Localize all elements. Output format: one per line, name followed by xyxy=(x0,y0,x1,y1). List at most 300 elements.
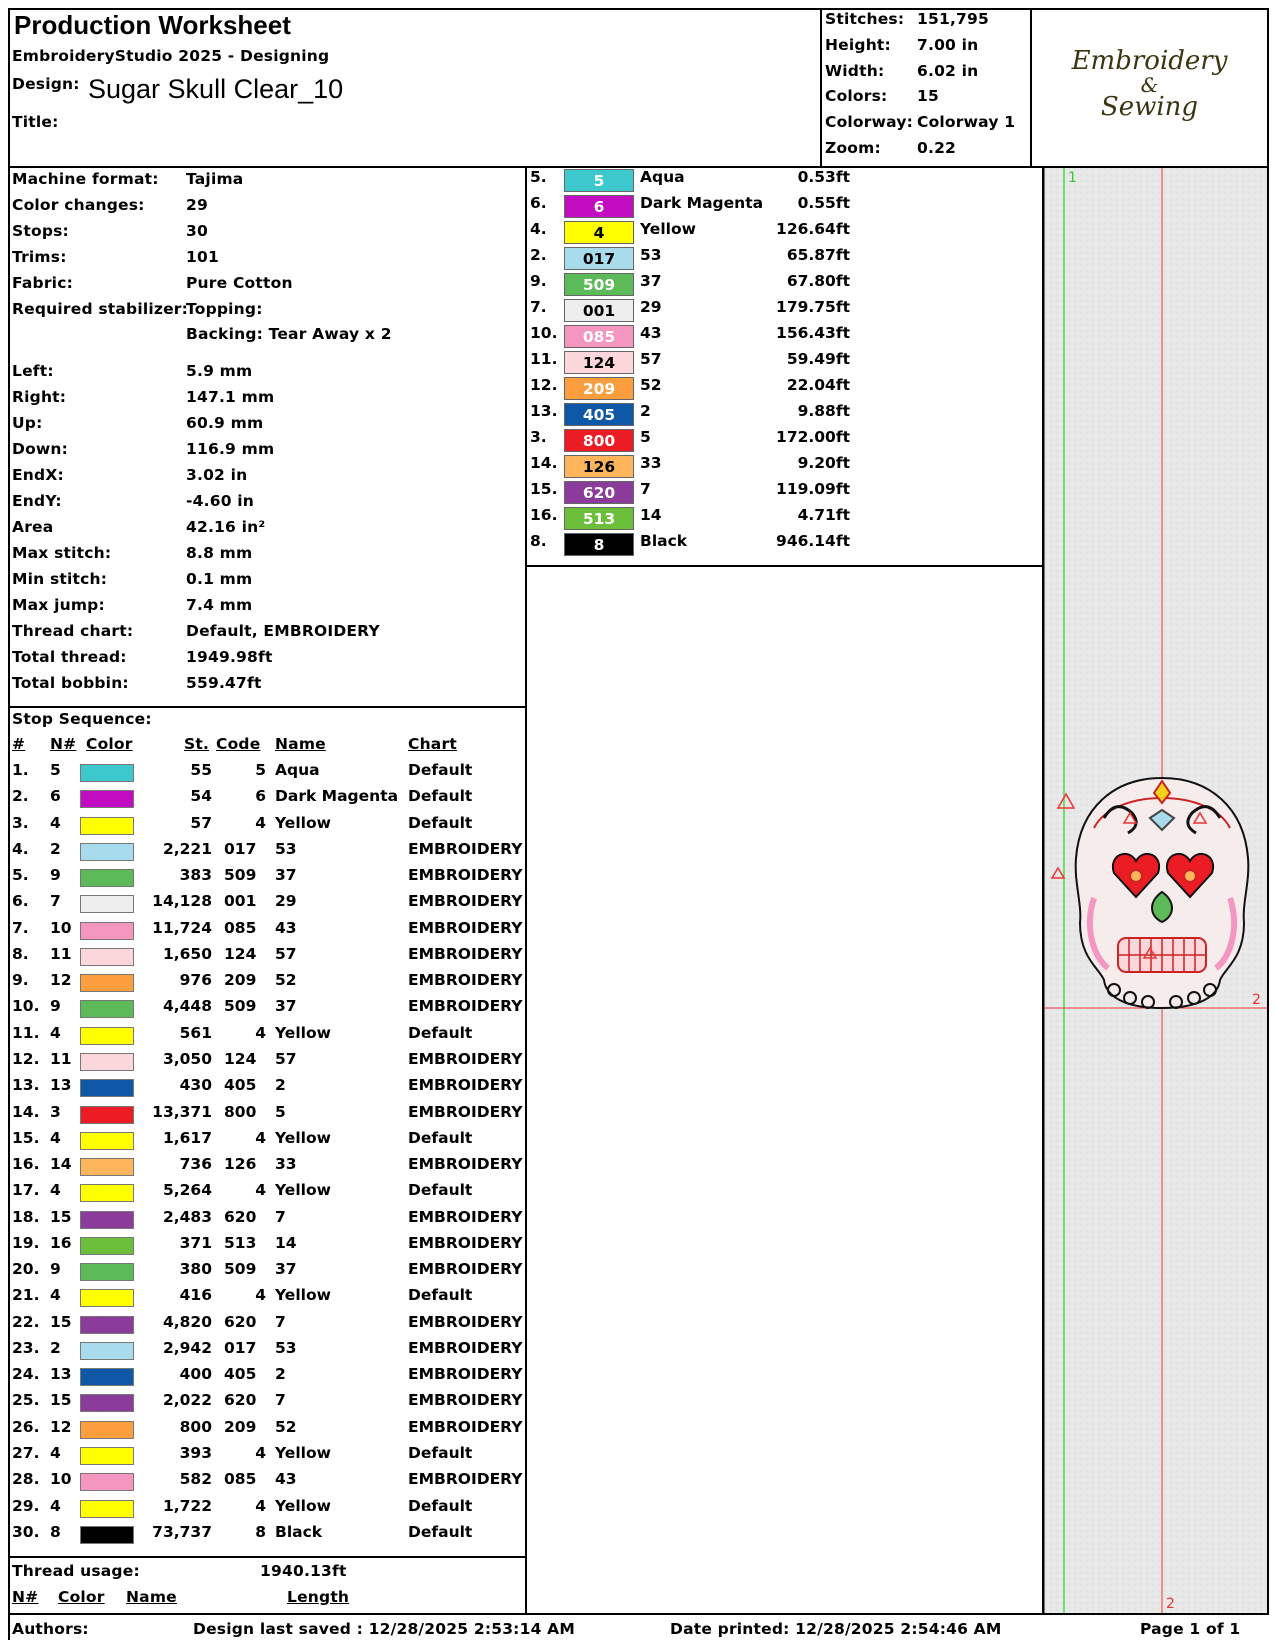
color-length: 65.87ft xyxy=(786,246,850,264)
stop-stitches: 430 xyxy=(179,1076,212,1095)
stop-num: 8. xyxy=(12,944,29,963)
stop-stitches: 800 xyxy=(179,1417,212,1436)
stop-nnum: 4 xyxy=(50,1496,61,1515)
stop-nnum: 16 xyxy=(50,1233,72,1252)
stop-num: 19. xyxy=(12,1233,40,1252)
stop-code: 405 xyxy=(224,1076,257,1095)
color-name: Black xyxy=(640,532,688,550)
stop-stitches: 11,724 xyxy=(152,918,212,937)
color-code-swatch: 126 xyxy=(564,455,634,478)
color-name: 2 xyxy=(640,402,651,420)
color-code-swatch: 620 xyxy=(564,481,634,504)
stop-code: 085 xyxy=(224,918,257,937)
stop-nnum: 7 xyxy=(50,892,61,911)
stop-nnum: 12 xyxy=(50,971,72,990)
marker-2: 2 xyxy=(1166,1596,1175,1612)
stop-name: Dark Magenta xyxy=(275,787,399,806)
stop-row xyxy=(12,840,522,867)
color-row-number: 6. xyxy=(530,194,547,212)
stop-code: 124 xyxy=(224,1049,257,1068)
tu-col-nnum: N# xyxy=(12,1588,39,1606)
stop-nnum: 10 xyxy=(50,918,72,937)
color-length: 179.75ft xyxy=(776,298,850,316)
stop-num: 2. xyxy=(12,787,29,806)
info-label: Color changes: xyxy=(12,196,145,214)
color-length: 172.00ft xyxy=(776,428,850,446)
stop-row xyxy=(12,814,522,841)
dimension-label: Total bobbin: xyxy=(12,674,129,692)
stop-nnum: 9 xyxy=(50,997,61,1016)
color-row xyxy=(530,272,1040,299)
color-code-swatch: 8 xyxy=(564,533,634,556)
stop-nnum: 15 xyxy=(50,1207,72,1226)
stop-num: 23. xyxy=(12,1338,40,1357)
stop-code: 4 xyxy=(255,1496,266,1515)
stop-name: 37 xyxy=(275,1260,297,1279)
stop-name: Yellow xyxy=(275,1286,331,1305)
color-length: 126.64ft xyxy=(776,220,850,238)
stop-row xyxy=(12,1444,522,1471)
stop-num: 24. xyxy=(12,1365,40,1384)
stop-num: 30. xyxy=(12,1522,40,1541)
color-length: 59.49ft xyxy=(786,350,850,368)
stop-name: 57 xyxy=(275,1049,297,1068)
dimension-value: 8.8 mm xyxy=(186,544,253,562)
color-row-number: 9. xyxy=(530,272,547,290)
stop-code: 509 xyxy=(224,1260,257,1279)
summary-block xyxy=(825,10,1030,166)
stop-row xyxy=(12,1208,522,1235)
color-row xyxy=(530,428,1040,455)
info-value: Backing: Tear Away x 2 xyxy=(186,325,392,343)
info-label: Machine format: xyxy=(12,170,159,188)
stop-stitches: 736 xyxy=(179,1155,212,1174)
stop-row xyxy=(12,1365,522,1392)
stop-nnum: 4 xyxy=(50,1023,61,1042)
info-value: 29 xyxy=(186,196,208,214)
stop-stitches: 4,820 xyxy=(162,1312,212,1331)
stop-num: 22. xyxy=(12,1312,40,1331)
color-length: 22.04ft xyxy=(786,376,850,394)
stop-chart: EMBROIDERY xyxy=(408,892,523,911)
stop-name: Black xyxy=(275,1522,323,1541)
stop-nnum: 6 xyxy=(50,787,61,806)
color-code-swatch: 513 xyxy=(564,507,634,530)
color-length: 119.09ft xyxy=(776,480,850,498)
dimension-value: 147.1 mm xyxy=(186,388,275,406)
color-name: 57 xyxy=(640,350,662,368)
stop-chart: EMBROIDERY xyxy=(408,997,523,1016)
stop-name: 2 xyxy=(275,1365,286,1384)
color-row-number: 8. xyxy=(530,532,547,550)
color-length: 946.14ft xyxy=(776,532,850,550)
stop-name: 37 xyxy=(275,997,297,1016)
stop-stitches: 1,617 xyxy=(162,1128,212,1147)
stop-code: 001 xyxy=(224,892,257,911)
color-row xyxy=(530,532,1040,559)
stop-stitches: 582 xyxy=(179,1470,212,1489)
info-label: Required stabilizer: xyxy=(12,300,189,318)
stop-row xyxy=(12,1497,522,1524)
stop-code: 4 xyxy=(255,1023,266,1042)
dimension-label: Max stitch: xyxy=(12,544,112,562)
stop-stitches: 73,737 xyxy=(152,1522,212,1541)
stop-nnum: 4 xyxy=(50,1444,61,1463)
info-value: Topping: xyxy=(186,300,263,318)
stop-chart: EMBROIDERY xyxy=(408,1417,523,1436)
summary-value: 15 xyxy=(917,87,939,106)
stop-num: 27. xyxy=(12,1444,40,1463)
page-title xyxy=(14,10,291,41)
stop-chart: Default xyxy=(408,1181,473,1200)
stop-num: 18. xyxy=(12,1207,40,1226)
design-name: Sugar Skull Clear_10 xyxy=(88,74,344,104)
color-name: 29 xyxy=(640,298,662,316)
stop-row xyxy=(12,919,522,946)
stop-nnum: 10 xyxy=(50,1470,72,1489)
stop-num: 5. xyxy=(12,866,29,885)
divider-thread-usage xyxy=(8,1556,526,1558)
stop-stitches: 2,221 xyxy=(162,839,212,858)
dimension-value: 60.9 mm xyxy=(186,414,264,432)
stop-stitches: 54 xyxy=(190,787,212,806)
color-code-swatch: 405 xyxy=(564,403,634,426)
stop-stitches: 380 xyxy=(179,1260,212,1279)
stop-num: 15. xyxy=(12,1128,40,1147)
stop-row xyxy=(12,1181,522,1208)
col-color: Color xyxy=(86,735,133,753)
dimension-label: Right: xyxy=(12,388,67,406)
col-chart: Chart xyxy=(408,735,457,753)
stop-name: 7 xyxy=(275,1312,286,1331)
stop-nnum: 2 xyxy=(50,839,61,858)
stop-code: 800 xyxy=(224,1102,257,1121)
color-row-number: 14. xyxy=(530,454,558,472)
stop-chart: Default xyxy=(408,1128,473,1147)
stop-chart: EMBROIDERY xyxy=(408,1102,523,1121)
info-label: Stops: xyxy=(12,222,69,240)
stop-nnum: 2 xyxy=(50,1338,61,1357)
stop-row xyxy=(12,1129,522,1156)
color-length: 9.20ft xyxy=(797,454,850,472)
divider-stop-seq xyxy=(8,706,526,708)
stop-name: 57 xyxy=(275,944,297,963)
stop-name: Yellow xyxy=(275,813,331,832)
color-code-swatch: 001 xyxy=(564,299,634,322)
dimension-label: Down: xyxy=(12,440,69,458)
stop-code: 085 xyxy=(224,1470,257,1489)
stop-stitches: 5,264 xyxy=(162,1181,212,1200)
page-title-text: Production Worksheet xyxy=(14,10,291,40)
stop-stitches: 2,942 xyxy=(162,1338,212,1357)
color-name: 5 xyxy=(640,428,651,446)
color-name: 37 xyxy=(640,272,662,290)
stop-num: 10. xyxy=(12,997,40,1016)
divider-colors-table xyxy=(525,565,1043,567)
stop-stitches: 1,722 xyxy=(162,1496,212,1515)
dimension-value: 116.9 mm xyxy=(186,440,275,458)
stop-row xyxy=(12,761,522,788)
color-row-number: 11. xyxy=(530,350,558,368)
frame-right xyxy=(1267,8,1269,1613)
stop-nnum: 4 xyxy=(50,1181,61,1200)
stop-code: 126 xyxy=(224,1155,257,1174)
stop-name: Aqua xyxy=(275,761,320,779)
dimension-label: Left: xyxy=(12,362,54,380)
stop-row xyxy=(12,1286,522,1313)
summary-label: Width: xyxy=(825,61,885,80)
stop-name: Yellow xyxy=(275,1181,331,1200)
stop-nnum: 11 xyxy=(50,1049,72,1068)
summary-label: Colors: xyxy=(825,87,888,106)
dimension-value: -4.60 in xyxy=(186,492,255,510)
stop-stitches: 561 xyxy=(179,1023,212,1042)
software-name: EmbroideryStudio 2025 - Designing xyxy=(12,47,330,65)
stop-row xyxy=(12,892,522,919)
color-row xyxy=(530,376,1040,403)
stop-row xyxy=(12,1260,522,1287)
tu-col-name: Name xyxy=(126,1588,177,1606)
dimension-value: 3.02 in xyxy=(186,466,248,484)
divider-summary xyxy=(820,8,822,166)
stop-num: 9. xyxy=(12,971,29,990)
summary-label: Colorway: xyxy=(825,113,914,132)
color-code-swatch: 800 xyxy=(564,429,634,452)
stop-name: 2 xyxy=(275,1076,286,1095)
color-row-number: 4. xyxy=(530,220,547,238)
color-code-swatch: 6 xyxy=(564,195,634,218)
stop-chart: Default xyxy=(408,1444,473,1463)
stop-stitches: 4,448 xyxy=(162,997,212,1016)
stop-num: 4. xyxy=(12,839,29,858)
color-length: 0.53ft xyxy=(797,168,850,186)
stop-code: 620 xyxy=(224,1207,257,1226)
stop-chart: EMBROIDERY xyxy=(408,1470,523,1489)
stop-num: 26. xyxy=(12,1417,40,1436)
stop-chart: EMBROIDERY xyxy=(408,971,523,990)
stop-name: 33 xyxy=(275,1155,297,1174)
stop-chart: EMBROIDERY xyxy=(408,1049,523,1068)
summary-label: Zoom: xyxy=(825,139,881,157)
summary-label: Stitches: xyxy=(825,10,905,28)
stop-nnum: 4 xyxy=(50,1286,61,1305)
stop-chart: EMBROIDERY xyxy=(408,1391,523,1410)
stop-name: Yellow xyxy=(275,1023,331,1042)
stop-code: 4 xyxy=(255,1181,266,1200)
info-value: Pure Cotton xyxy=(186,274,293,292)
stop-nnum: 13 xyxy=(50,1076,72,1095)
stop-row xyxy=(12,787,522,814)
stop-row xyxy=(12,1050,522,1077)
stop-row xyxy=(12,1234,522,1261)
color-name: Dark Magenta xyxy=(640,194,764,212)
stop-code: 4 xyxy=(255,1286,266,1305)
col-name: Name xyxy=(275,735,326,753)
stop-chart: EMBROIDERY xyxy=(408,1207,523,1226)
frame-left xyxy=(8,8,10,1640)
stop-stitches: 55 xyxy=(190,761,212,779)
info-value: 101 xyxy=(186,248,219,266)
summary-label: Height: xyxy=(825,35,891,54)
logo-line3: Sewing xyxy=(1100,92,1199,122)
design-last-saved: Design last saved : 12/28/2025 2:53:14 AM xyxy=(193,1620,575,1638)
stop-stitches: 371 xyxy=(179,1233,212,1252)
color-row-number: 3. xyxy=(530,428,547,446)
dimension-label: Min stitch: xyxy=(12,570,108,588)
col-code: Code xyxy=(216,735,261,753)
stop-chart: EMBROIDERY xyxy=(408,918,523,937)
divider-left-col xyxy=(525,166,527,1613)
stop-name: 29 xyxy=(275,892,297,911)
stop-row xyxy=(12,997,522,1024)
logo-line2: & xyxy=(1140,73,1159,97)
stop-num: 20. xyxy=(12,1260,40,1279)
stop-code: 620 xyxy=(224,1312,257,1331)
color-row xyxy=(530,480,1040,507)
authors-label: Authors: xyxy=(12,1620,89,1638)
summary-value: Colorway 1 xyxy=(917,113,1016,132)
stop-row xyxy=(12,1470,522,1497)
stop-name: 43 xyxy=(275,1470,297,1489)
stop-chart: EMBROIDERY xyxy=(408,1076,523,1095)
stop-nnum: 5 xyxy=(50,761,61,779)
color-name: 14 xyxy=(640,506,662,524)
stop-chart: EMBROIDERY xyxy=(408,1312,523,1331)
color-row-number: 13. xyxy=(530,402,558,420)
stop-nnum: 4 xyxy=(50,1128,61,1147)
stop-chart: EMBROIDERY xyxy=(408,944,523,963)
stop-sequence-header xyxy=(12,735,522,761)
stop-stitches: 13,371 xyxy=(152,1102,212,1121)
stop-num: 21. xyxy=(12,1286,40,1305)
stop-name: 43 xyxy=(275,918,297,937)
color-code-swatch: 017 xyxy=(564,247,634,270)
stop-row xyxy=(12,1103,522,1130)
stop-chart: Default xyxy=(408,1023,473,1042)
color-row xyxy=(530,298,1040,325)
color-row xyxy=(530,506,1040,533)
color-row xyxy=(530,324,1040,351)
color-row xyxy=(530,402,1040,429)
stop-name: Yellow xyxy=(275,1444,331,1463)
color-name: 53 xyxy=(640,246,662,264)
stop-stitches: 14,128 xyxy=(152,892,212,911)
color-name: 33 xyxy=(640,454,662,472)
stop-row xyxy=(12,1313,522,1340)
stop-nnum: 12 xyxy=(50,1417,72,1436)
stop-sequence-title: Stop Sequence: xyxy=(12,710,152,728)
design-preview xyxy=(1044,168,1267,1613)
stop-stitches: 383 xyxy=(179,866,212,885)
stop-chart: Default xyxy=(408,1522,473,1541)
page-number: Page 1 of 1 xyxy=(1140,1620,1241,1638)
stop-code: 620 xyxy=(224,1391,257,1410)
stop-stitches: 400 xyxy=(179,1365,212,1384)
stop-num: 25. xyxy=(12,1391,40,1410)
stop-stitches: 2,483 xyxy=(162,1207,212,1226)
stop-num: 7. xyxy=(12,918,29,937)
stop-stitches: 3,050 xyxy=(162,1049,212,1068)
stop-row xyxy=(12,1024,522,1051)
stop-code: 513 xyxy=(224,1233,257,1252)
stop-num: 3. xyxy=(12,813,29,832)
color-row xyxy=(530,454,1040,481)
color-row-number: 16. xyxy=(530,506,558,524)
color-length: 4.71ft xyxy=(797,506,850,524)
stop-num: 16. xyxy=(12,1155,40,1174)
summary-value: 7.00 in xyxy=(917,35,979,54)
stop-name: 53 xyxy=(275,839,297,858)
dimension-value: 42.16 in² xyxy=(186,518,266,536)
color-code-swatch: 124 xyxy=(564,351,634,374)
color-row xyxy=(530,220,1040,247)
stop-name: Yellow xyxy=(275,1128,331,1147)
info-value: 30 xyxy=(186,222,208,240)
stop-row xyxy=(12,1391,522,1418)
stop-row xyxy=(12,1523,522,1550)
color-row xyxy=(530,246,1040,273)
color-length: 67.80ft xyxy=(786,272,850,290)
stop-row xyxy=(12,1418,522,1445)
thread-usage-value: 1940.13ft xyxy=(260,1562,347,1580)
stop-name: 52 xyxy=(275,971,297,990)
stop-name: 14 xyxy=(275,1233,297,1252)
tu-col-length: Length xyxy=(287,1588,350,1606)
stop-code: 509 xyxy=(224,866,257,885)
stop-code: 5 xyxy=(255,761,266,779)
stop-stitches: 416 xyxy=(179,1286,212,1305)
stop-code: 8 xyxy=(255,1522,266,1541)
info-label: Trims: xyxy=(12,248,67,266)
stop-chart: EMBROIDERY xyxy=(408,1365,523,1384)
color-row-number: 2. xyxy=(530,246,547,264)
stop-nnum: 4 xyxy=(50,813,61,832)
stop-code: 124 xyxy=(224,944,257,963)
stop-name: 7 xyxy=(275,1207,286,1226)
info-label: Fabric: xyxy=(12,274,73,292)
color-row-number: 10. xyxy=(530,324,558,342)
stop-nnum: 15 xyxy=(50,1391,72,1410)
thread-usage-label: Thread usage: xyxy=(12,1562,140,1580)
date-printed: Date printed: 12/28/2025 2:54:46 AM xyxy=(670,1620,1002,1638)
stop-name: 5 xyxy=(275,1102,286,1121)
color-length: 156.43ft xyxy=(776,324,850,342)
stop-code: 209 xyxy=(224,1417,257,1436)
dimension-value: 559.47ft xyxy=(186,674,262,692)
stop-stitches: 2,022 xyxy=(162,1391,212,1410)
stop-name: 53 xyxy=(275,1338,297,1357)
color-row xyxy=(530,168,1040,195)
logo-line1: Embroidery xyxy=(1071,46,1228,76)
stop-code: 509 xyxy=(224,997,257,1016)
stop-chart: EMBROIDERY xyxy=(408,1155,523,1174)
stop-code: 4 xyxy=(255,813,266,832)
stop-chart: Default xyxy=(408,787,473,806)
dimension-value: 7.4 mm xyxy=(186,596,253,614)
stop-row xyxy=(12,971,522,998)
color-name: 52 xyxy=(640,376,662,394)
stop-stitches: 976 xyxy=(179,971,212,990)
color-code-swatch: 509 xyxy=(564,273,634,296)
stop-chart: EMBROIDERY xyxy=(408,1338,523,1357)
stop-code: 6 xyxy=(255,787,266,806)
color-code-swatch: 4 xyxy=(564,221,634,244)
stop-chart: EMBROIDERY xyxy=(408,866,523,885)
stop-chart: Default xyxy=(408,1496,473,1515)
stop-stitches: 393 xyxy=(179,1444,212,1463)
dimension-value: 5.9 mm xyxy=(186,362,253,380)
color-length: 9.88ft xyxy=(797,402,850,420)
